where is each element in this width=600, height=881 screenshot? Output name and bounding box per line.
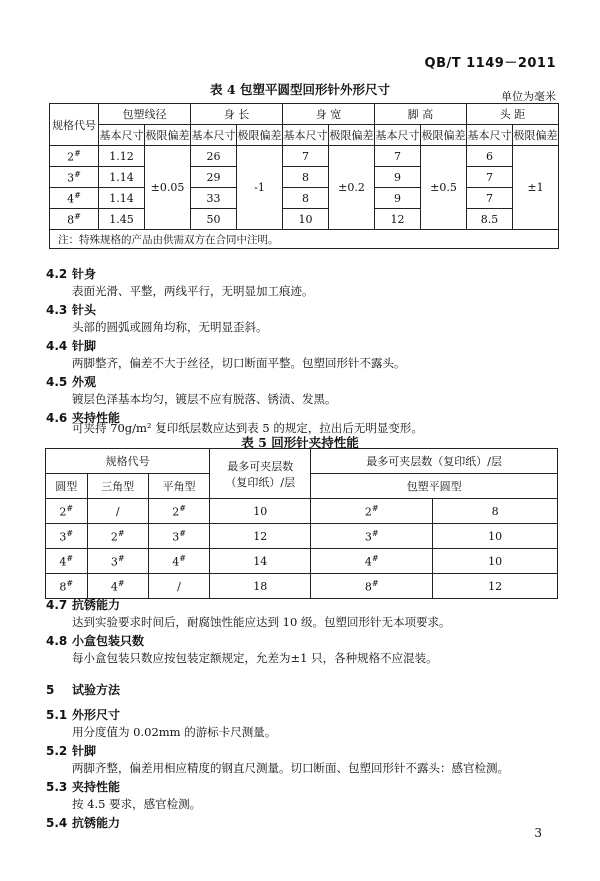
page-number: 3 [534,826,542,840]
t5-round: 3# [46,524,88,549]
t5-flat: 2# [148,499,209,524]
t5-flat: 3# [148,524,209,549]
t4-len: 33 [191,188,237,209]
t5-col-max-right: 最多可夹层数（复印纸）/层 [311,449,558,474]
section-4-5-text: 镀层色泽基本均匀，镀层不应有脱落、锈渍、发黑。 [72,392,337,406]
table-row [46,499,558,524]
t4-sub-basic: 基本尺寸 [467,125,513,146]
section-5-1-heading: 5.1 外形尺寸 [46,708,121,722]
t4-sub-basic: 基本尺寸 [191,125,237,146]
t5-pvc-spec: 3# [311,524,433,549]
t5-sub-flat: 平角型 [148,474,209,499]
section-4-6-text: 可夹持 70g/m² 复印纸层数应达到表 5 的规定，拉出后无明显变形。 [72,421,423,435]
t4-sub-basic: 基本尺寸 [375,125,421,146]
section-4-8-text: 每小盒包装只数应按包装定额规定，允差为±1 只，各种规格不应混装。 [72,651,438,665]
table-row [46,574,558,599]
table5-title: 表 5 回形针夹持性能 [241,435,359,450]
section-5-heading: 5 试验方法 [46,683,121,697]
table4-unit: 单位为毫米 [501,90,556,103]
section-4-4-heading: 4.4 针脚 [46,339,97,353]
t4-sub-tol: 极限偏差 [237,125,283,146]
t5-round: 4# [46,549,88,574]
t4-len: 26 [191,146,237,167]
t4-sub-tol: 极限偏差 [421,125,467,146]
t4-tol-foot: ±0.5 [421,146,467,230]
t5-col-max: 最多可夹层数 （复印纸）/层 [210,449,311,499]
t4-foot: 9 [375,167,421,188]
section-5-3-heading: 5.3 夹持性能 [46,780,121,794]
t4-tol-len: -1 [237,146,283,230]
table-row [50,146,559,167]
section-5-2-heading: 5.2 针脚 [46,744,97,758]
t4-head: 7 [467,188,513,209]
t4-head: 8.5 [467,209,513,230]
section-5-2-text: 两脚齐整，偏差用相应精度的钢直尺测量。切口断面、包塑回形针不露头：感官检测。 [72,761,509,775]
section-4-6-heading: 4.6 夹持性能 [46,411,121,425]
table-row [50,167,559,188]
section-4-4-text: 两脚整齐，偏差不大于丝径，切口断面平整。包塑回形针不露头。 [72,356,406,370]
t5-sub-round: 圆型 [46,474,88,499]
section-4-3-heading: 4.3 针头 [46,303,97,317]
t5-round: 2# [46,499,88,524]
section-4-2-heading: 4.2 针身 [46,267,97,281]
t4-col-spec: 规格代号 [50,104,99,146]
t5-flat: / [148,574,209,599]
t4-foot: 7 [375,146,421,167]
t4-group-head: 头 距 [467,104,559,125]
section-4-7-text: 达到实验要求时间后，耐腐蚀性能应达到 10 级。包塑回形针无本项要求。 [72,615,451,629]
t5-pvc-spec: 8# [311,574,433,599]
t4-group-length: 身 长 [191,104,283,125]
section-4-7-heading: 4.7 抗锈能力 [46,598,121,612]
t4-spec: 2# [50,146,99,167]
t5-round: 8# [46,574,88,599]
table-row [46,549,558,574]
t5-flat: 4# [148,549,209,574]
t5-pvc-spec: 2# [311,499,433,524]
t4-group-foot: 脚 高 [375,104,467,125]
table-row [50,209,559,230]
t5-max: 18 [210,574,311,599]
t4-len: 50 [191,209,237,230]
t4-sub-basic: 基本尺寸 [283,125,329,146]
section-4-3-text: 头部的圆弧或圆角均称，无明显歪斜。 [72,320,268,334]
table5 [45,448,558,599]
t5-tri: 3# [87,549,148,574]
table-row [46,524,558,549]
document-number: QB/T 1149－2011 [424,56,556,71]
t4-foot: 12 [375,209,421,230]
t4-spec: 8# [50,209,99,230]
t4-group-width: 身 宽 [283,104,375,125]
t4-width: 10 [283,209,329,230]
t4-width: 7 [283,146,329,167]
t5-tri: 4# [87,574,148,599]
section-5-1-text: 用分度值为 0.02mm 的游标卡尺测量。 [72,725,277,739]
t5-tri: / [87,499,148,524]
t4-foot: 9 [375,188,421,209]
t4-head: 6 [467,146,513,167]
t5-pvc-spec: 4# [311,549,433,574]
t5-max: 10 [210,499,311,524]
t4-note: 注：特殊规格的产品由供需双方在合同中注明。 [50,230,559,249]
t5-pvc-max: 8 [433,499,558,524]
section-5-4-heading: 5.4 抗锈能力 [46,816,121,830]
t4-tol-wire: ±0.05 [145,146,191,230]
t4-sub-basic: 基本尺寸 [99,125,145,146]
t4-len: 29 [191,167,237,188]
t5-tri: 2# [87,524,148,549]
t4-wire: 1.12 [99,146,145,167]
t4-spec: 4# [50,188,99,209]
t4-sub-tol: 极限偏差 [513,125,559,146]
section-4-5-heading: 4.5 外观 [46,375,97,389]
table4-title: 表 4 包塑平圆型回形针外形尺寸 [210,82,390,97]
t5-max: 14 [210,549,311,574]
t4-spec: 3# [50,167,99,188]
t5-pvc-max: 10 [433,524,558,549]
t4-sub-tol: 极限偏差 [145,125,191,146]
section-4-2-text: 表面光滑、平整，两线平行，无明显加工痕迹。 [72,284,314,298]
section-4-8-heading: 4.8 小盒包装只数 [46,634,145,648]
t5-pvc-max: 12 [433,574,558,599]
t4-sub-tol: 极限偏差 [329,125,375,146]
t4-head: 7 [467,167,513,188]
t4-wire: 1.14 [99,188,145,209]
table4 [49,103,559,249]
t4-wire: 1.14 [99,167,145,188]
t4-tol-head: ±1 [513,146,559,230]
t4-width: 8 [283,167,329,188]
section-5-3-text: 按 4.5 要求，感官检测。 [72,797,202,811]
t4-wire: 1.45 [99,209,145,230]
table-row [50,188,559,209]
t4-group-wire: 包塑线径 [99,104,191,125]
t5-sub-pvc: 包塑平圆型 [311,474,558,499]
t5-col-spec: 规格代号 [46,449,210,474]
t5-pvc-max: 10 [433,549,558,574]
t4-width: 8 [283,188,329,209]
t4-tol-width: ±0.2 [329,146,375,230]
t5-max: 12 [210,524,311,549]
t5-sub-tri: 三角型 [87,474,148,499]
